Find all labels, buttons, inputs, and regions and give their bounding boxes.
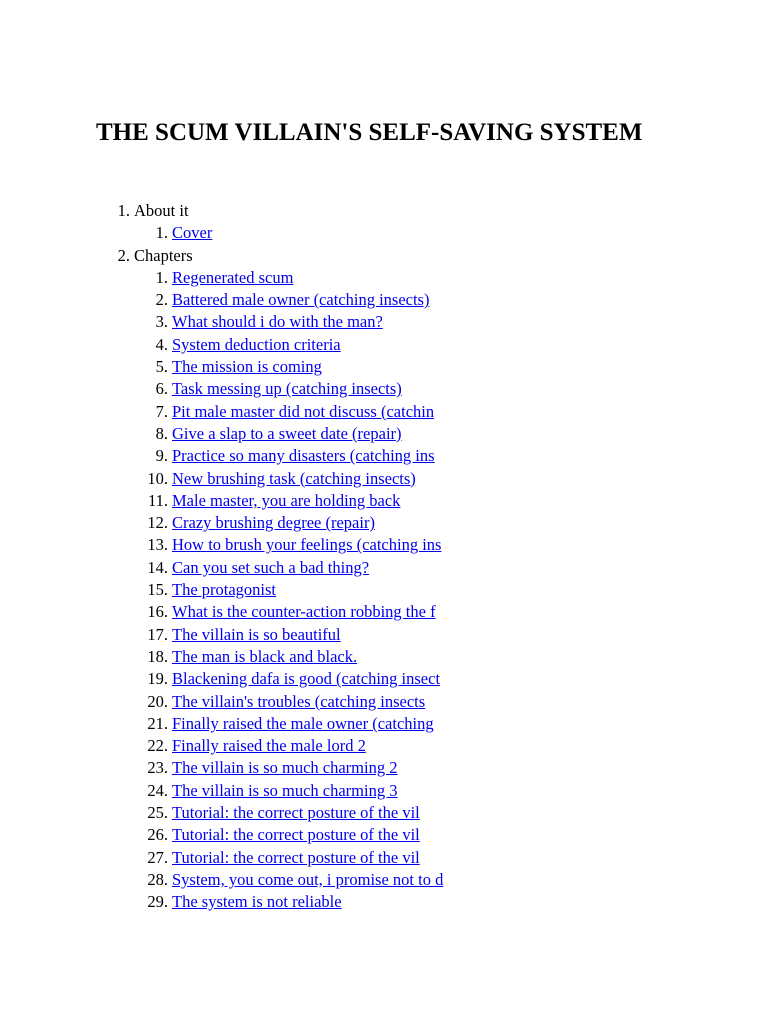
toc-link-chapter[interactable]: Battered male owner (catching insects)	[172, 290, 430, 310]
list-item	[96, 624, 516, 646]
item-number: 25.	[147, 803, 168, 823]
list-item	[96, 757, 516, 779]
toc-link-chapter[interactable]: The mission is coming	[172, 357, 322, 377]
item-number: 24.	[147, 780, 168, 800]
item-number: 9.	[155, 446, 168, 466]
toc-link-chapter[interactable]: What should i do with the man?	[172, 312, 383, 332]
item-number: 26.	[147, 825, 168, 845]
toc-link-chapter[interactable]: Tutorial: the correct posture of the vil	[172, 825, 420, 845]
list-item	[96, 267, 516, 289]
item-number: 1.	[155, 267, 168, 287]
list-item	[96, 445, 516, 467]
toc-link-chapter[interactable]: Give a slap to a sweet date (repair)	[172, 423, 402, 443]
toc-link-chapter[interactable]: The villain is so much charming 2	[172, 758, 398, 778]
section-number: 1.	[117, 201, 130, 220]
item-number: 6.	[155, 379, 168, 399]
list-item	[96, 735, 516, 757]
list-item	[96, 534, 516, 556]
item-number: 21.	[147, 713, 168, 733]
toc-section-chapters	[96, 245, 516, 267]
item-number: 16.	[147, 602, 168, 622]
item-number: 4.	[155, 334, 168, 354]
item-number: 11.	[147, 490, 168, 510]
item-number: 8.	[155, 423, 168, 443]
toc-link-chapter[interactable]: Practice so many disasters (catching ins	[172, 446, 435, 466]
list-item	[96, 713, 516, 735]
toc-link-chapter[interactable]: System deduction criteria	[172, 334, 341, 354]
toc-link-chapter[interactable]: Pit male master did not discuss (catchin	[172, 401, 435, 421]
toc-link-chapter[interactable]: The villain's troubles (catching insects	[172, 691, 426, 711]
toc-link-chapter[interactable]: Finally raised the male lord 2	[172, 736, 366, 756]
item-number: 29.	[147, 892, 168, 912]
toc-item-cover	[96, 222, 516, 244]
list-item	[96, 824, 516, 846]
item-number: 1.	[155, 223, 168, 243]
toc-link-chapter[interactable]: The protagonist	[172, 580, 277, 600]
item-number: 17.	[147, 624, 168, 644]
section-number: 2.	[117, 245, 130, 265]
list-item	[96, 334, 516, 356]
item-number: 14.	[147, 557, 168, 577]
list-item	[96, 468, 516, 490]
item-number: 28.	[147, 869, 168, 889]
list-item	[96, 847, 516, 869]
list-item	[96, 802, 516, 824]
item-number: 12.	[147, 513, 168, 533]
toc-link-chapter[interactable]: The villain is so much charming 3	[172, 780, 398, 800]
toc-link-chapter[interactable]: New brushing task (catching insects)	[172, 468, 416, 488]
list-item	[96, 490, 516, 512]
list-item	[96, 423, 516, 445]
list-item	[96, 668, 516, 690]
list-item	[96, 401, 516, 423]
list-item	[96, 691, 516, 713]
item-number: 5.	[155, 357, 168, 377]
list-item	[96, 311, 516, 333]
item-number: 7.	[155, 401, 168, 421]
list-item	[96, 601, 516, 623]
item-number: 18.	[147, 646, 168, 666]
document-title: THE SCUM VILLAIN'S SELF-SAVING SYSTEM	[96, 119, 643, 146]
list-item	[96, 869, 516, 891]
toc-link-chapter[interactable]: Finally raised the male owner (catching	[172, 713, 434, 733]
toc-link-chapter[interactable]: Male master, you are holding back	[172, 490, 401, 510]
item-number: 20.	[147, 691, 168, 711]
item-number: 2.	[155, 290, 168, 310]
list-item	[96, 557, 516, 579]
toc-link-chapter[interactable]: The man is black and black.	[172, 646, 358, 666]
item-number: 10.	[147, 468, 168, 488]
toc-link-chapter[interactable]: Task messing up (catching insects)	[172, 379, 402, 399]
item-number: 15.	[147, 580, 168, 600]
list-item	[96, 891, 516, 913]
item-number: 27.	[147, 847, 168, 867]
toc-link-chapter[interactable]: Blackening dafa is good (catching insect	[172, 669, 441, 689]
item-number: 13.	[147, 535, 168, 555]
list-item	[96, 378, 516, 400]
toc-link-chapter[interactable]: Tutorial: the correct posture of the vil	[172, 847, 420, 867]
toc-link-chapter[interactable]: System, you come out, i promise not to d	[172, 869, 444, 889]
section-label: About it	[134, 201, 189, 220]
list-item	[96, 289, 516, 311]
toc-link-chapter[interactable]: Regenerated scum	[172, 267, 294, 287]
table-of-contents	[96, 200, 516, 914]
toc-link-chapter[interactable]: The villain is so beautiful	[172, 624, 341, 644]
toc-link-chapter[interactable]: Can you set such a bad thing?	[172, 557, 370, 577]
list-item	[96, 646, 516, 668]
item-number: 3.	[155, 312, 168, 332]
toc-link-cover[interactable]: Cover	[172, 223, 213, 243]
toc-link-chapter[interactable]: Tutorial: the correct posture of the vil	[172, 803, 420, 823]
list-item	[96, 780, 516, 802]
list-item	[96, 579, 516, 601]
toc-link-chapter[interactable]: The system is not reliable	[172, 892, 342, 912]
item-number: 22.	[147, 736, 168, 756]
toc-link-chapter[interactable]: What is the counter-action robbing the f	[172, 602, 436, 622]
list-item	[96, 512, 516, 534]
list-item	[96, 356, 516, 378]
toc-link-chapter[interactable]: How to brush your feelings (catching ins	[172, 535, 442, 555]
item-number: 19.	[147, 669, 168, 689]
toc-link-chapter[interactable]: Crazy brushing degree (repair)	[172, 513, 375, 533]
section-label: Chapters	[134, 245, 193, 265]
toc-section-about	[96, 200, 516, 222]
item-number: 23.	[147, 758, 168, 778]
